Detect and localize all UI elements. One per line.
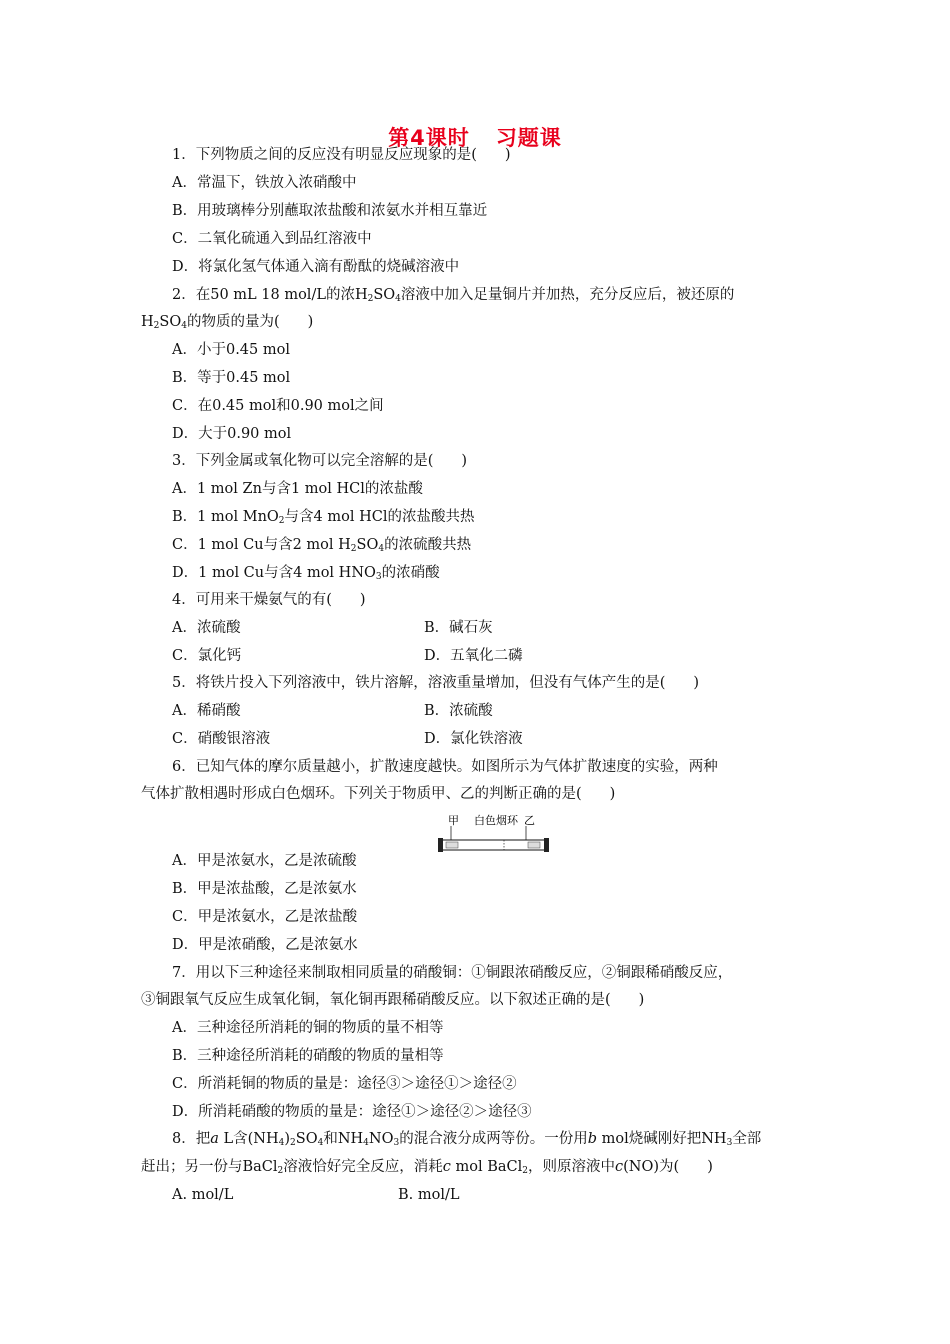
- q8-var-a: a: [210, 1131, 219, 1147]
- sub-2: 2: [277, 1166, 284, 1176]
- question-4-stem: [172, 590, 366, 610]
- sub-2: 2: [350, 544, 357, 554]
- q4-option-c: C．氯化钙: [172, 648, 242, 664]
- q8-cont-c: mol BaCl: [450, 1159, 523, 1175]
- question-6-stem: 6．已知气体的摩尔质量越小，扩散速度越快。如图所示为气体扩散速度的实验，两种: [172, 759, 718, 775]
- q3-c-b: SO: [356, 537, 379, 553]
- q8-option-b: B. mol/L: [398, 1187, 460, 1203]
- question-7-cont: [141, 990, 644, 1010]
- q8-stem-f: NO: [368, 1131, 394, 1147]
- q3-option-a: A．1 mol Zn与含1 mol HCl的浓盐酸: [172, 481, 423, 497]
- q5-stem-text: 5．将铁片投入下列溶液中，铁片溶解，溶液重量增加，但没有气体产生的是(: [172, 675, 666, 691]
- sub-4: 4: [317, 1138, 324, 1148]
- question-5-stem: [172, 673, 699, 693]
- cotton-left: [446, 842, 458, 848]
- q3-d-a: D．1 mol Cu与含4 mol HNO: [172, 565, 376, 581]
- sub-4: 4: [395, 294, 401, 304]
- q5-close: ): [693, 675, 700, 691]
- q6-option-a: A．甲是浓氨水，乙是浓硫酸: [172, 853, 357, 869]
- q1-option-a: A．常温下，铁放入浓硝酸中: [172, 175, 357, 191]
- q7-option-a: A．三种途径所消耗的铜的物质的量不相等: [172, 1020, 444, 1036]
- diffusion-tube-figure: [436, 812, 551, 854]
- tube-stopper-left: [438, 838, 443, 852]
- q5-option-b: B．浓硫酸: [424, 703, 493, 719]
- sub-4: 4: [378, 544, 385, 554]
- q8-cont-e: (NO)为(: [623, 1159, 680, 1175]
- q3-stem-text: 3．下列金属或氧化物可以完全溶解的是(: [172, 453, 434, 469]
- q2-option-b: B．等于0.45 mol: [172, 370, 291, 386]
- q8-stem-e: 和NH: [323, 1131, 364, 1147]
- sub-2: 2: [367, 294, 374, 304]
- q2-cont-c: 的物质的量为(: [186, 314, 280, 330]
- question-6-cont: [141, 784, 615, 804]
- q5-option-a: A．稀硝酸: [172, 703, 241, 719]
- q8-stem-b: L含(NH: [218, 1131, 279, 1147]
- q8-stem-a: 8．把: [172, 1131, 211, 1147]
- q8-close: ): [707, 1159, 713, 1175]
- sub-2: 2: [153, 321, 160, 331]
- figure-label-right: 乙: [524, 814, 535, 827]
- q6-cont-text: 气体扩散相遇时形成白色烟环。下列关于物质甲、乙的判断正确的是(: [141, 786, 582, 802]
- sub-4: 4: [363, 1138, 369, 1148]
- q4-close: ): [359, 592, 366, 608]
- q3-option-c: [172, 535, 471, 555]
- q3-close: ): [461, 453, 468, 469]
- q8-var-b: b: [587, 1131, 598, 1147]
- q3-option-b: [172, 507, 474, 527]
- q8-var-c2: c: [615, 1159, 624, 1175]
- sub-4: 4: [278, 1138, 285, 1148]
- sub-4: 4: [181, 321, 187, 331]
- q3-c-a: C．1 mol Cu与含2 mol H: [172, 537, 351, 553]
- sub-3: 3: [393, 1138, 400, 1148]
- q2-cont-b: SO: [159, 314, 182, 330]
- q1-option-d: D．将氯化氢气体通入滴有酚酞的烧碱溶液中: [172, 259, 460, 275]
- q3-b-b: 与含4 mol HCl的浓盐酸共热: [284, 509, 475, 525]
- q8-stem-g: 的混合液分成两等份。一份用: [399, 1131, 588, 1147]
- q6-option-d: D．甲是浓硝酸，乙是浓氨水: [172, 937, 358, 953]
- q2-option-c: C．在0.45 mol和0.90 mol之间: [172, 398, 384, 414]
- question-1-stem: [172, 145, 511, 165]
- sub-3: 3: [726, 1138, 733, 1148]
- q1-option-c: C．二氧化硫通入到品红溶液中: [172, 231, 372, 247]
- question-2-stem: [172, 285, 734, 305]
- question-2-cont: [141, 312, 313, 332]
- question-7-stem: 7．用以下三种途径来制取相同质量的硝酸铜：①铜跟浓硝酸反应，②铜跟稀硝酸反应，: [172, 965, 733, 981]
- q8-stem-d: SO: [295, 1131, 318, 1147]
- q4-option-b: B．碱石灰: [424, 620, 493, 636]
- q3-option-d: [172, 563, 440, 583]
- q2-stem-a: 2．在50 mL 18 mol/L的浓H: [172, 287, 368, 303]
- q3-b-a: B．1 mol MnO: [172, 509, 279, 525]
- q8-stem-c: ): [284, 1131, 291, 1147]
- title-topic: 习题课: [495, 126, 562, 150]
- sub-2: 2: [522, 1166, 529, 1176]
- q2-option-d: D．大于0.90 mol: [172, 426, 292, 442]
- q2-close: ): [307, 314, 314, 330]
- q4-option-a: A．浓硫酸: [172, 620, 241, 636]
- q7-option-d: D．所消耗硝酸的物质的量是：途径①＞途径②＞途径③: [172, 1104, 532, 1120]
- q7-close: ): [638, 992, 645, 1008]
- question-3-stem: [172, 451, 467, 471]
- q8-var-c: c: [442, 1159, 451, 1175]
- q1-option-b: B．用玻璃棒分别蘸取浓盐酸和浓氨水并相互靠近: [172, 203, 488, 219]
- question-8-stem: [172, 1129, 761, 1149]
- q6-close: ): [609, 786, 616, 802]
- q5-option-d: D．氯化铁溶液: [424, 731, 523, 747]
- q5-option-c: C．硝酸银溶液: [172, 731, 271, 747]
- q4-stem-text: 4．可用来干燥氨气的有(: [172, 592, 332, 608]
- q8-stem-h: mol烧碱刚好把NH: [597, 1131, 727, 1147]
- q1-close: ): [504, 147, 511, 163]
- q3-c-c: 的浓硫酸共热: [384, 537, 472, 553]
- q8-cont-a: 赶出；另一份与BaCl: [141, 1159, 278, 1175]
- q8-option-a: A. mol/L: [172, 1187, 234, 1203]
- q8-cont-b: 溶液恰好完全反应，消耗: [283, 1159, 443, 1175]
- q3-d-b: 的浓硝酸: [381, 565, 440, 581]
- q2-stem-b: SO: [373, 287, 396, 303]
- q6-option-c: C．甲是浓氨水，乙是浓盐酸: [172, 909, 358, 925]
- q2-cont-a: H: [141, 314, 154, 330]
- q7-cont-text: ③铜跟氧气反应生成氧化铜，氧化铜再跟稀硝酸反应。以下叙述正确的是(: [141, 992, 611, 1008]
- q6-option-b: B．甲是浓盐酸，乙是浓氨水: [172, 881, 357, 897]
- q8-cont-d: ，则原溶液中: [528, 1159, 616, 1175]
- tube-stopper-right: [544, 838, 549, 852]
- q1-stem-text: 1．下列物质之间的反应没有明显反应现象的是(: [172, 147, 477, 163]
- sub-2: 2: [290, 1138, 296, 1148]
- q2-stem-c: 溶液中加入足量铜片并加热，充分反应后，被还原的: [400, 287, 735, 303]
- question-8-cont: [141, 1157, 713, 1177]
- q7-option-b: B．三种途径所消耗的硝酸的物质的量相等: [172, 1048, 444, 1064]
- q4-option-d: D．五氧化二磷: [424, 648, 523, 664]
- figure-label-left: 甲: [448, 814, 459, 827]
- cotton-right: [528, 842, 540, 848]
- q7-option-c: C．所消耗铜的物质的量是：途径③＞途径①＞途径②: [172, 1076, 517, 1092]
- q8-stem-i: 全部: [732, 1131, 762, 1147]
- sub-2: 2: [278, 516, 285, 526]
- title-lesson: 第4课时: [388, 126, 470, 150]
- figure-label-middle: 白色烟环: [474, 814, 518, 827]
- sub-3: 3: [375, 572, 382, 582]
- q2-option-a: A．小于0.45 mol: [172, 342, 290, 358]
